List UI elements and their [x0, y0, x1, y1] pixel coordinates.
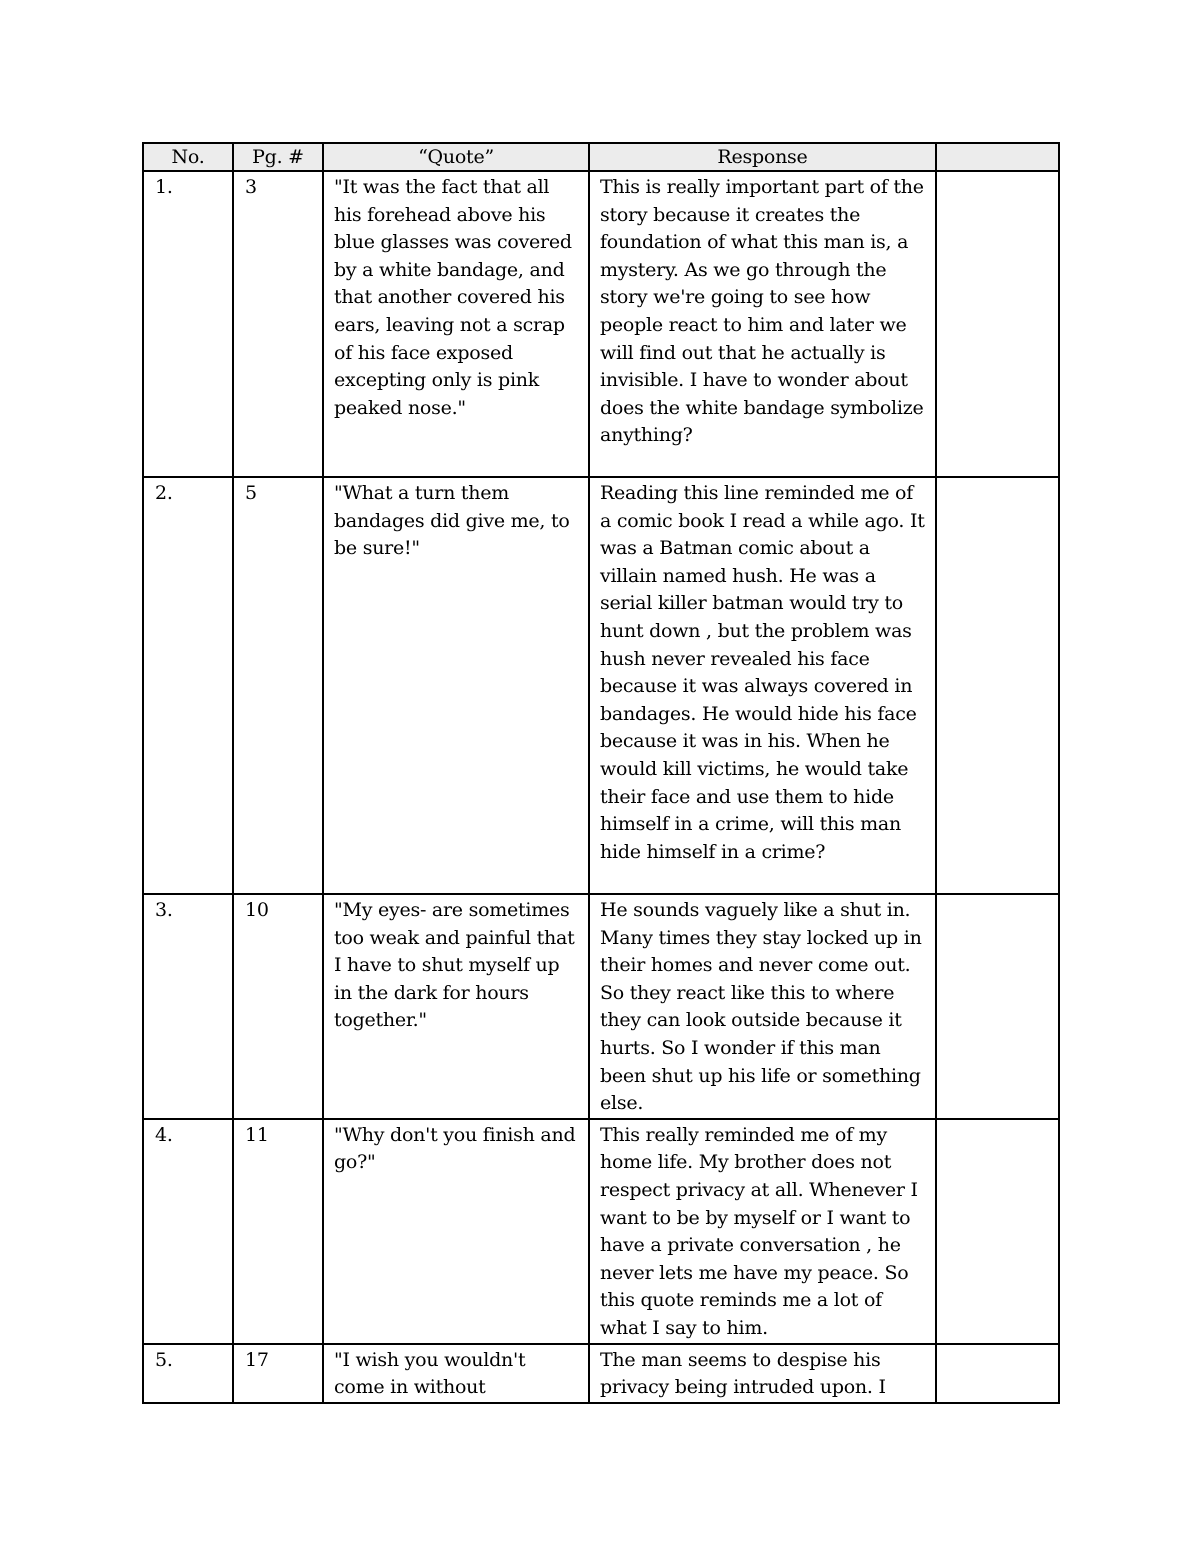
- cell-page: 5: [233, 477, 323, 894]
- cell-extra: [936, 477, 1059, 894]
- reading-journal-table: [142, 142, 1060, 1404]
- cell-response: This is really important part of the story because it creates the foundation of what this man is, a mystery. As we go through the story we're going to see how people react to him and later we will find out that he actually is invisible. I have to wonder about does the white bandage symbolize anything?: [589, 171, 936, 477]
- cell-no: 4.: [143, 1119, 233, 1344]
- table-row: [143, 171, 1059, 477]
- cell-response: Reading this line reminded me of a comic book I read a while ago. It was a Batman comic about a villain named hush. He was a serial killer batman would try to hunt down , but the problem was hush never revealed his face because it was always covered in bandages. He would hide his face because it was in his. When he would kill victims, he would take their face and use them to hide himself in a crime, will this man hide himself in a crime?: [589, 477, 936, 894]
- cell-response: The man seems to despise his privacy being intruded upon. I: [589, 1344, 936, 1403]
- table-row: [143, 1344, 1059, 1403]
- cell-quote: "My eyes- are sometimes too weak and painful that I have to shut myself up in the dark for hours together.": [323, 894, 589, 1119]
- cell-no: 2.: [143, 477, 233, 894]
- table-row: [143, 894, 1059, 1119]
- header-quote: “Quote”: [323, 143, 589, 171]
- cell-quote: "What a turn them bandages did give me, to be sure!": [323, 477, 589, 894]
- table-header-row: [143, 143, 1059, 171]
- cell-no: 5.: [143, 1344, 233, 1403]
- header-page-number: Pg. #: [233, 143, 323, 171]
- cell-no: 3.: [143, 894, 233, 1119]
- cell-quote: "I wish you wouldn't come in without: [323, 1344, 589, 1403]
- header-extra: [936, 143, 1059, 171]
- header-no: No.: [143, 143, 233, 171]
- cell-response: He sounds vaguely like a shut in. Many times they stay locked up in their homes and never come out. So they react like this to where they can look outside because it hurts. So I wonder if this man been shut up his life or something else.: [589, 894, 936, 1119]
- table-row: [143, 477, 1059, 894]
- cell-extra: [936, 1119, 1059, 1344]
- cell-quote: "Why don't you finish and go?": [323, 1119, 589, 1344]
- cell-response: This really reminded me of my home life. My brother does not respect privacy at all. Whenever I want to be by myself or I want to have a private conversation , he never lets me have my peace. So this quote reminds me a lot of what I say to him.: [589, 1119, 936, 1344]
- cell-extra: [936, 171, 1059, 477]
- cell-extra: [936, 1344, 1059, 1403]
- cell-no: 1.: [143, 171, 233, 477]
- cell-page: 17: [233, 1344, 323, 1403]
- cell-quote: "It was the fact that all his forehead above his blue glasses was covered by a white bandage, and that another covered his ears, leaving not a scrap of his face exposed excepting only is pink peaked nose.": [323, 171, 589, 477]
- header-response: Response: [589, 143, 936, 171]
- cell-page: 11: [233, 1119, 323, 1344]
- table-row: [143, 1119, 1059, 1344]
- cell-page: 10: [233, 894, 323, 1119]
- cell-extra: [936, 894, 1059, 1119]
- cell-page: 3: [233, 171, 323, 477]
